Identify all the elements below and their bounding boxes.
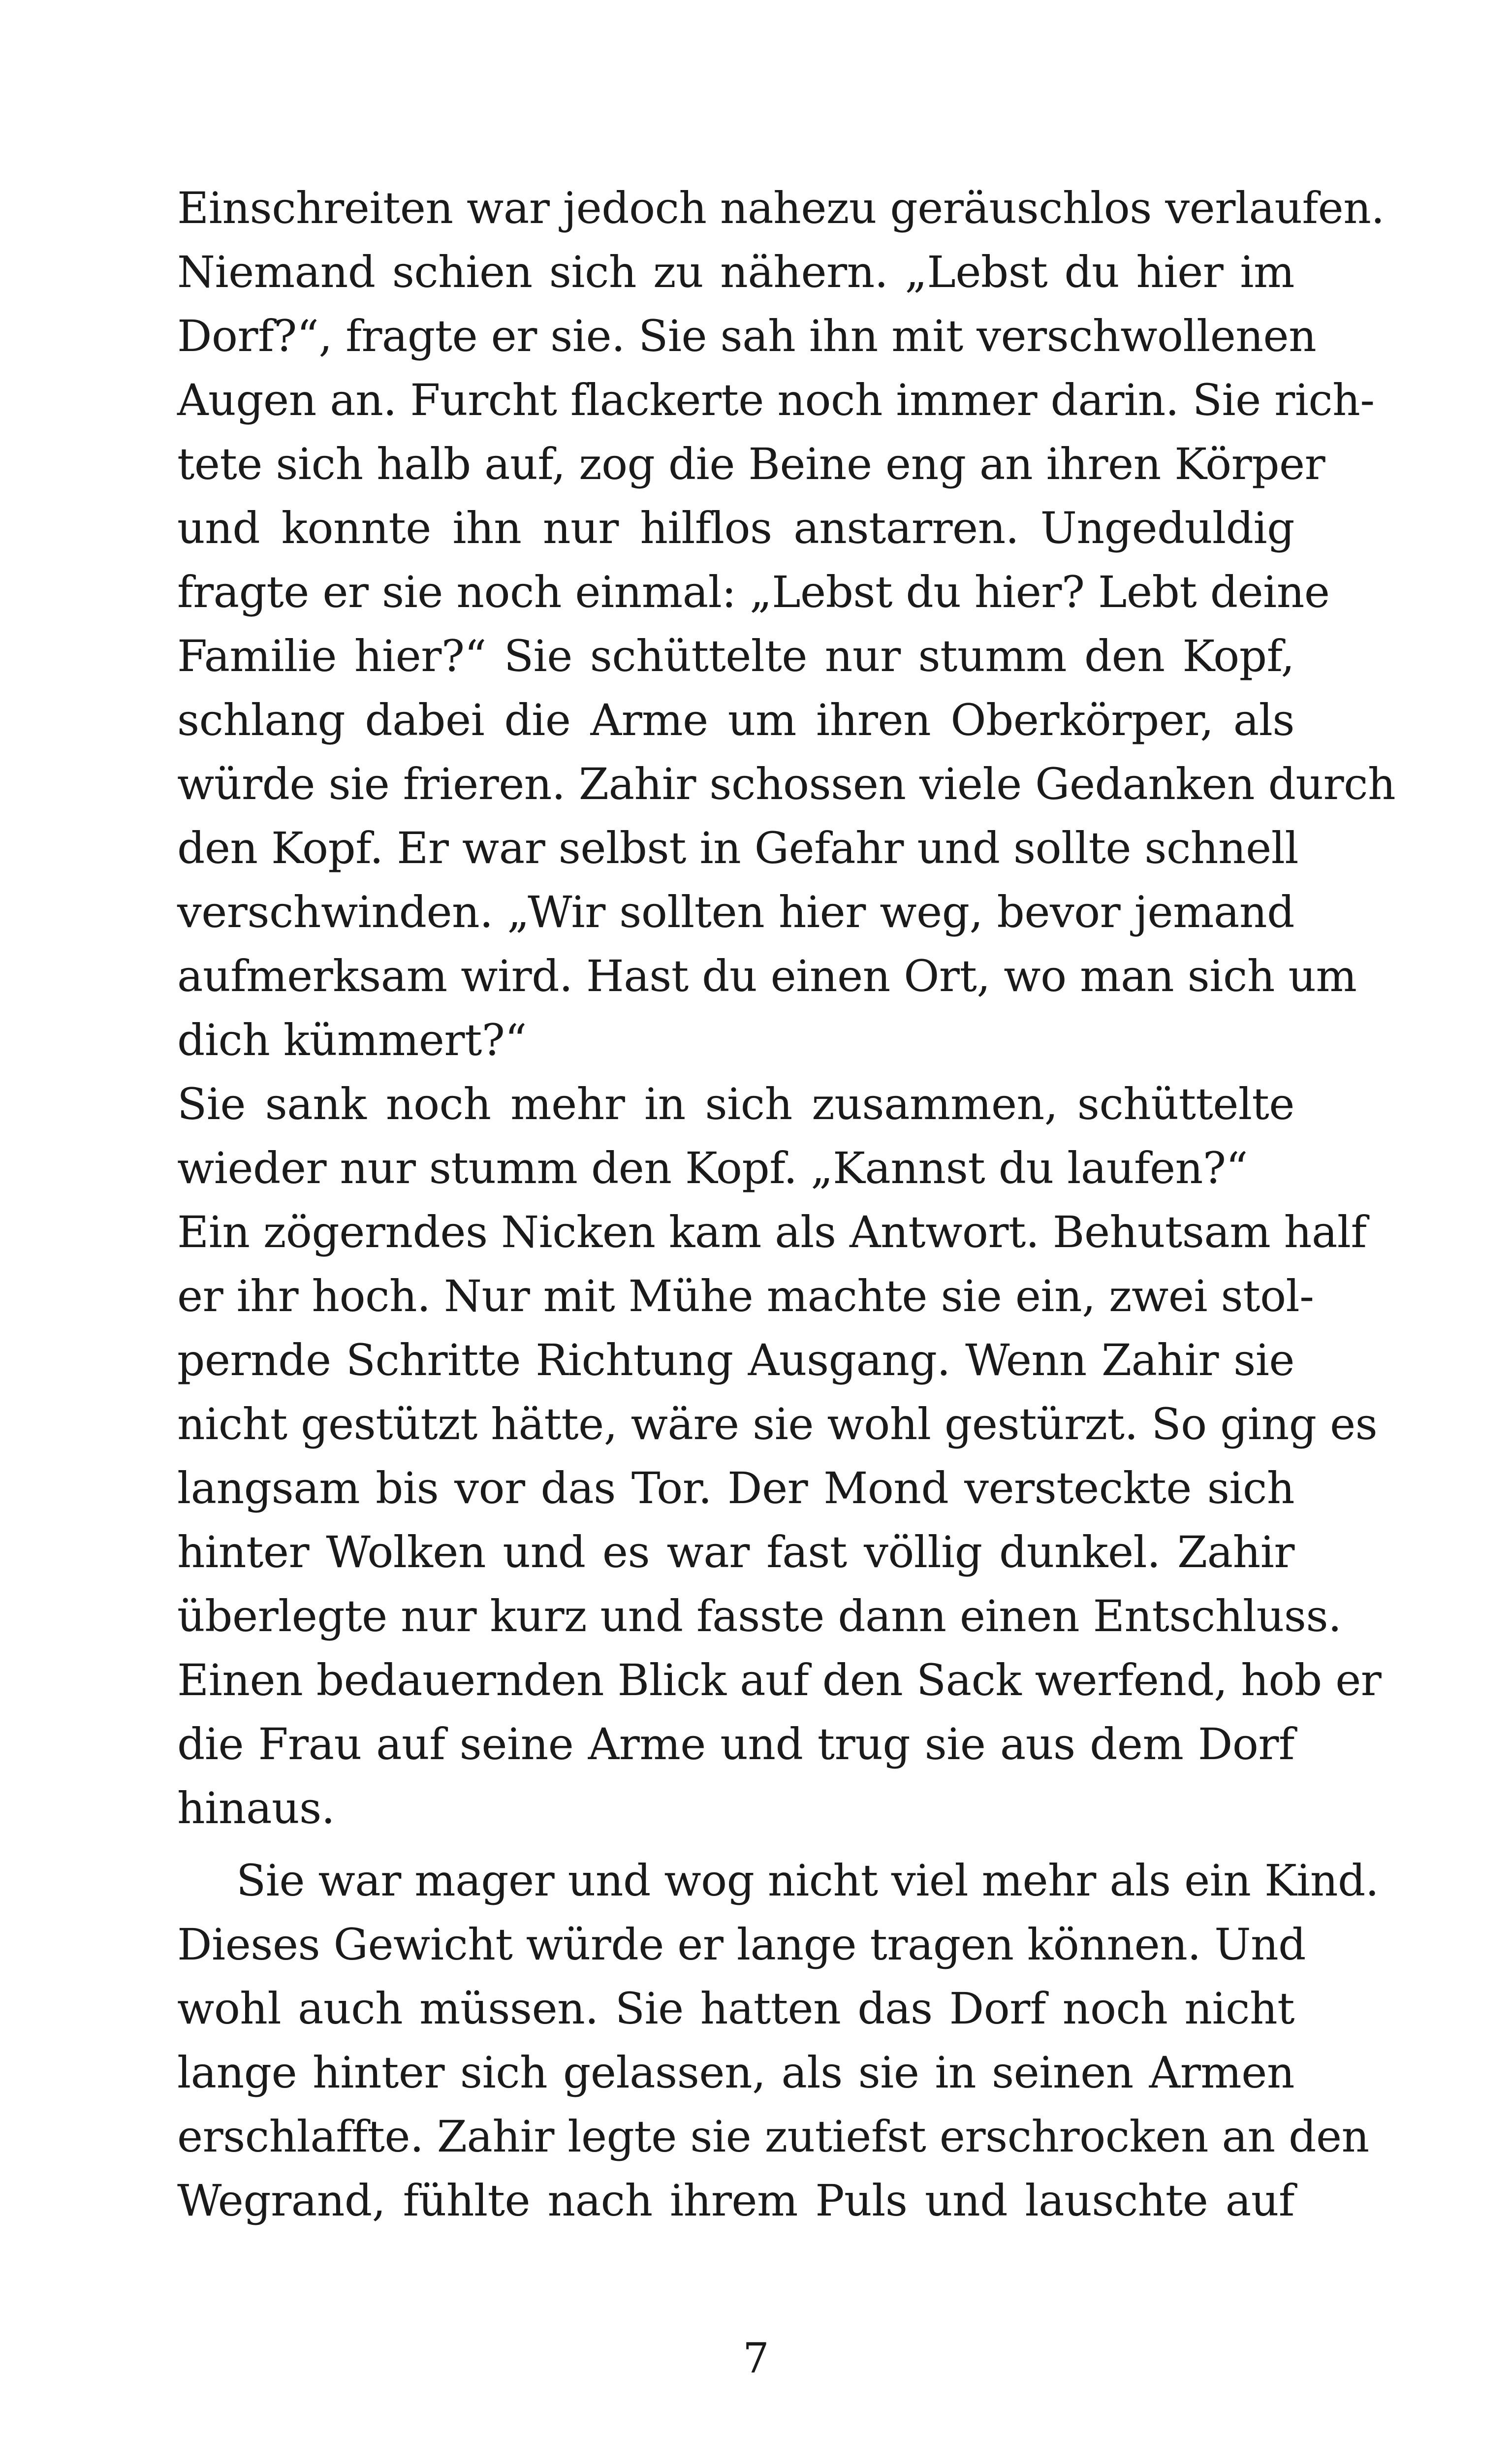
text-line: aufmerksam wird. Hast du einen Ort, wo man sich um: [177, 951, 1357, 1001]
text-line: Augen an. Furcht flackerte noch immer darin. Sie rich-: [177, 375, 1375, 425]
text-line: die Frau auf seine Arme und trug sie aus dem Dorf: [177, 1719, 1294, 1769]
text-line: schlang dabei die Arme um ihren Oberkörper, als: [177, 695, 1294, 745]
text-line: Ein zögerndes Nicken kam als Antwort. Behutsam half: [177, 1207, 1367, 1257]
text-line: Einen bedauernden Blick auf den Sack werfend, hob er: [177, 1655, 1382, 1705]
text-line: nicht gestützt hätte, wäre sie wohl gestürzt. So ging es: [177, 1399, 1378, 1449]
text-line: Sie war mager und wog nicht viel mehr als ein Kind.: [236, 1855, 1379, 1906]
text-line: und konnte ihn nur hilflos anstarren. Ungeduldig: [177, 503, 1294, 553]
text-line: lange hinter sich gelassen, als sie in seinen Armen: [177, 2047, 1294, 2098]
text-line: überlegte nur kurz und fasste dann einen Entschluss.: [177, 1591, 1342, 1641]
text-line: Dieses Gewicht würde er lange tragen können. Und: [177, 1919, 1306, 1970]
text-line: Niemand schien sich zu nähern. „Lebst du hier im: [177, 247, 1294, 297]
text-line: er ihr hoch. Nur mit Mühe machte sie ein, zwei stol-: [177, 1271, 1314, 1321]
text-line: Dorf?“, fragte er sie. Sie sah ihn mit verschwollenen: [177, 311, 1317, 361]
text-line: Einschreiten war jedoch nahezu geräuschlos verlaufen.: [177, 183, 1385, 233]
text-line: den Kopf. Er war selbst in Gefahr und sollte schnell: [177, 823, 1299, 873]
text-line: Familie hier?“ Sie schüttelte nur stumm den Kopf,: [177, 631, 1294, 681]
text-line: langsam bis vor das Tor. Der Mond versteckte sich: [177, 1463, 1294, 1513]
text-line: Wegrand, fühlte nach ihrem Puls und lauschte auf: [177, 2175, 1294, 2226]
text-line: pernde Schritte Richtung Ausgang. Wenn Zahir sie: [177, 1335, 1294, 1385]
page-number: 7: [743, 2334, 769, 2382]
text-line: erschlaffte. Zahir legte sie zutiefst erschrocken an den: [177, 2111, 1369, 2162]
text-line: hinaus.: [177, 1783, 335, 1833]
text-line: dich kümmert?“: [177, 1015, 527, 1065]
text-line: wieder nur stumm den Kopf. „Kannst du laufen?“: [177, 1143, 1248, 1193]
text-line: tete sich halb auf, zog die Beine eng an ihren Körper: [177, 439, 1325, 489]
paragraph-block-2: [177, 1849, 1379, 2233]
text-line: wohl auch müssen. Sie hatten das Dorf noch nicht: [177, 1983, 1294, 2034]
text-line: fragte er sie noch einmal: „Lebst du hier? Lebt deine: [177, 567, 1330, 617]
paragraph-block-1: [177, 176, 1396, 1840]
text-line: hinter Wolken und es war fast völlig dunkel. Zahir: [177, 1527, 1294, 1577]
text-line: Sie sank noch mehr in sich zusammen, schüttelte: [177, 1079, 1294, 1129]
text-line: verschwinden. „Wir sollten hier weg, bevor jemand: [177, 887, 1294, 937]
text-line: würde sie frieren. Zahir schossen viele Gedanken durch: [177, 759, 1396, 809]
